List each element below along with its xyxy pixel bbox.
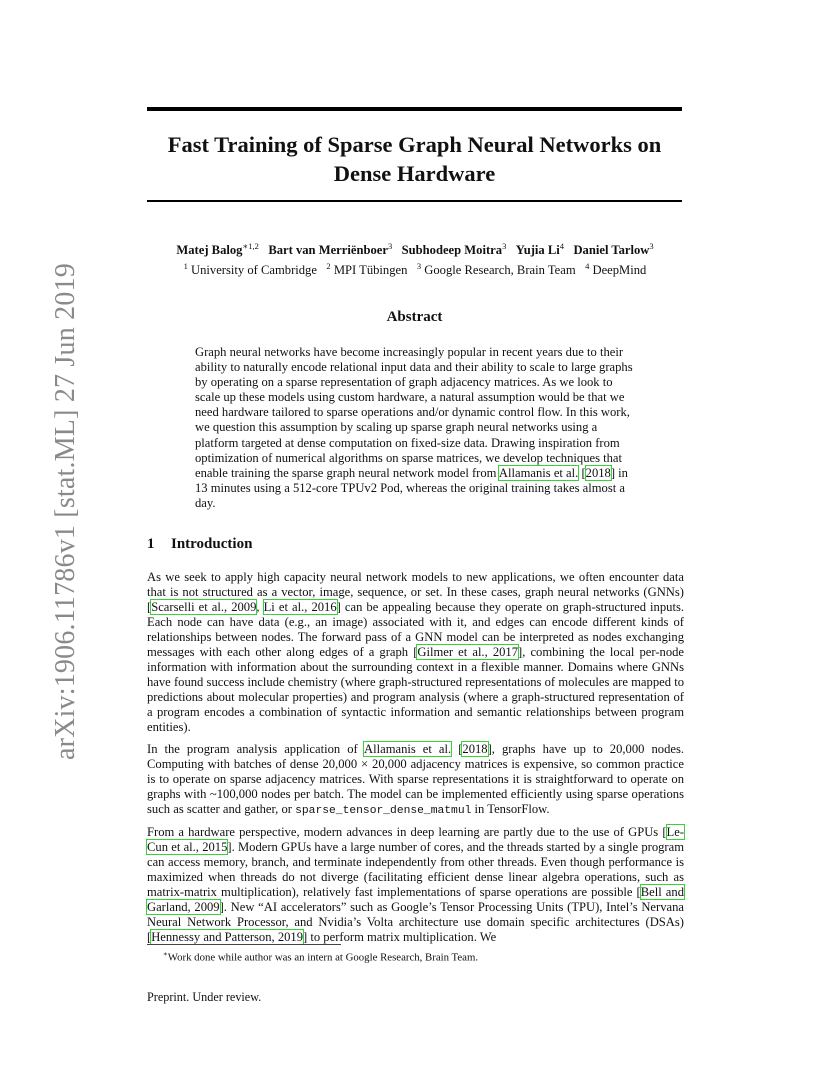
citation-link[interactable]: Allamanis et al. bbox=[364, 741, 452, 756]
author-affiliation-mark: 3 bbox=[387, 241, 393, 251]
author-name: Bart van Merriënboer bbox=[268, 243, 388, 258]
abstract-text: Graph neural networks have become increasingly popular in recent years due to their ability to naturally encode relational input data and their ability to scale to large graphs by operating on a sparse representation of graph adjacency matrices. As we look to scale up these models using custom hardware, a natural assumption would be that we need hardware tailored to sparse operations and/or dynamic control flow. In this work, we question this assumption by scaling up sparse graph neural networks using a platform targeted at dense computation on fixed-size data. Drawing inspiration from optimization of numerical algorithms on sparse matrices, we develop techniques that enable training the sparse graph neural network model from bbox=[195, 345, 633, 480]
author-name: Yujia Li bbox=[515, 243, 560, 258]
footnote-text: Work done while author was an intern at Google Research, Brain Team. bbox=[167, 951, 479, 964]
section-heading bbox=[147, 536, 252, 553]
paragraph: From a hardware perspective, modern advances in deep learning are partly due to the use of GPUs [Le-Cun et al., 2015]. Modern GPUs have a large number of cores, and the threads started by a single program can access memory, branch, and terminate independently from other threads. Even though performance is maximized when threads do not diverge (facilitating efficient dense linear algebra operations, such as matrix-matrix multiplication), relatively fast implementations of sparse operations are possible [Bell and Garland, 2009]. New “AI accelerators” such as Google’s Tensor Processing Units (TPU), Intel’s Nervana Neural Network Processor, and Nvidia’s Volta architecture use domain specific architectures (DSAs) [Hennessy and Patterson, 2019] to perform matrix multiplication. We bbox=[147, 824, 684, 945]
paragraph: As we seek to apply high capacity neural network models to new applications, we often encounter data that is not structured as a vector, image, sequence, or set. In these cases, graph neural networks (GNNs) [Scarselli et al., 2009, Li et al., 2016] can be appealing because they operate on graph-structured inputs. Each node can have data (e.g., an image) associated with it, and edges can encode different kinds of relationships between nodes. The forward pass of a GNN model can be interpreted as nodes exchanging messages with each other along edges of a graph [Gilmer et al., 2017], combining the local per-node information with information about the surrounding context in a flexible manner. Domains where GNNs have found success include chemistry (where graph-structured representations of molecules are mapped to predictions about molecular properties) and program analysis (where a graph-structured representation of a program encodes a combination of syntactic information and semantic relationships between program entities). bbox=[147, 570, 684, 735]
title-bottom-rule bbox=[147, 200, 682, 202]
citation-link[interactable]: Gilmer et al., 2017 bbox=[417, 645, 519, 660]
author-affiliation-mark: 4 bbox=[559, 241, 564, 251]
citation-year-link[interactable]: 2018 bbox=[585, 465, 611, 480]
preprint-notice: Preprint. Under review. bbox=[147, 990, 262, 1004]
affiliation-name: MPI Tübingen bbox=[333, 263, 408, 278]
citation-link[interactable]: Bell and Garland, 2009 bbox=[147, 884, 684, 914]
body-text bbox=[147, 570, 684, 951]
author-affiliation-mark: 3 bbox=[649, 241, 654, 251]
affiliation-mark: 3 bbox=[416, 261, 422, 272]
affiliation-name: University of Cambridge bbox=[191, 263, 317, 278]
abstract-heading: Abstract bbox=[386, 309, 443, 325]
abstract-body: Graph neural networks have become increasingly popular in recent years due to their ability to naturally encode relational input data and their ability to scale to large graphs by operating on a sparse representation of graph adjacency matrices. As we look to scale up these models using custom hardware, a natural assumption would be that we need hardware tailored to sparse operations and/or dynamic control flow. In this work, we question this assumption by scaling up sparse graph neural networks using a platform targeted at dense computation on fixed-size data. Drawing inspiration from optimization of numerical algorithms on sparse matrices, we develop techniques that enable training the sparse graph neural network model from Allamanis et al. [2018] in 13 minutes using a 512-core TPUv2 Pod, whereas the original training takes almost a day. bbox=[195, 345, 633, 510]
abstract-text: in 13 minutes using a 512-core TPUv2 Pod, whereas the original training takes almost a day. bbox=[195, 465, 628, 510]
author-names bbox=[120, 238, 710, 258]
section-number: 1 bbox=[147, 536, 155, 552]
section-title: Introduction bbox=[171, 536, 253, 552]
author-affiliation-mark: ∗1,2 bbox=[242, 241, 259, 251]
footnote-mark: ∗ bbox=[163, 950, 168, 958]
affiliation-mark: 1 bbox=[183, 261, 188, 272]
paper-title bbox=[147, 130, 682, 188]
citation-link[interactable]: Le-Cun et al., 2015 bbox=[147, 824, 684, 854]
citation-link[interactable]: Hennessy and Patterson, 2019 bbox=[151, 930, 304, 945]
author-name: Subhodeep Moitra bbox=[401, 243, 503, 258]
footnote bbox=[163, 950, 478, 964]
author-name: Matej Balog bbox=[176, 243, 243, 258]
code-identifier: sparse_tensor_dense_matmul bbox=[295, 804, 472, 817]
title-line-1: Fast Training of Sparse Graph Neural Networks on bbox=[167, 132, 662, 157]
citation-year-link[interactable]: 2018 bbox=[462, 741, 488, 756]
author-block bbox=[120, 238, 710, 278]
top-thick-rule bbox=[147, 107, 682, 111]
citation-link[interactable]: Scarselli et al., 2009 bbox=[151, 600, 257, 615]
affiliation-mark: 4 bbox=[585, 261, 590, 272]
title-line-2: Dense Hardware bbox=[333, 161, 496, 186]
citation-link[interactable]: Li et al., 2016 bbox=[263, 600, 337, 615]
footnote-rule bbox=[147, 944, 341, 945]
paragraph: In the program analysis application of Allamanis et al. [2018], graphs have up to 20,000 nodes. Computing with batches of dense 20,000 × 20,000 adjacency matrices is expensive, so common practice is to operate on sparse adjacency matrices. With sparse representations it is straightforward to operate on graphs with ~100,000 nodes per batch. The model can be implemented efficiently using sparse operations such as scatter and gather, or sparse_tensor_dense_matmul in TensorFlow. bbox=[147, 741, 684, 817]
author-affiliation-mark: 3 bbox=[502, 241, 507, 251]
affiliation-mark: 2 bbox=[326, 261, 331, 272]
affiliation-name: DeepMind bbox=[592, 263, 647, 278]
affiliation-name: Google Research, Brain Team bbox=[424, 263, 576, 278]
arxiv-identifier-text: arXiv:1906.11786v1 [stat.ML] 27 Jun 2019 bbox=[50, 263, 81, 760]
author-name: Daniel Tarlow bbox=[573, 243, 650, 258]
citation-link[interactable]: Allamanis et al. bbox=[498, 465, 579, 480]
affiliations bbox=[120, 258, 710, 278]
